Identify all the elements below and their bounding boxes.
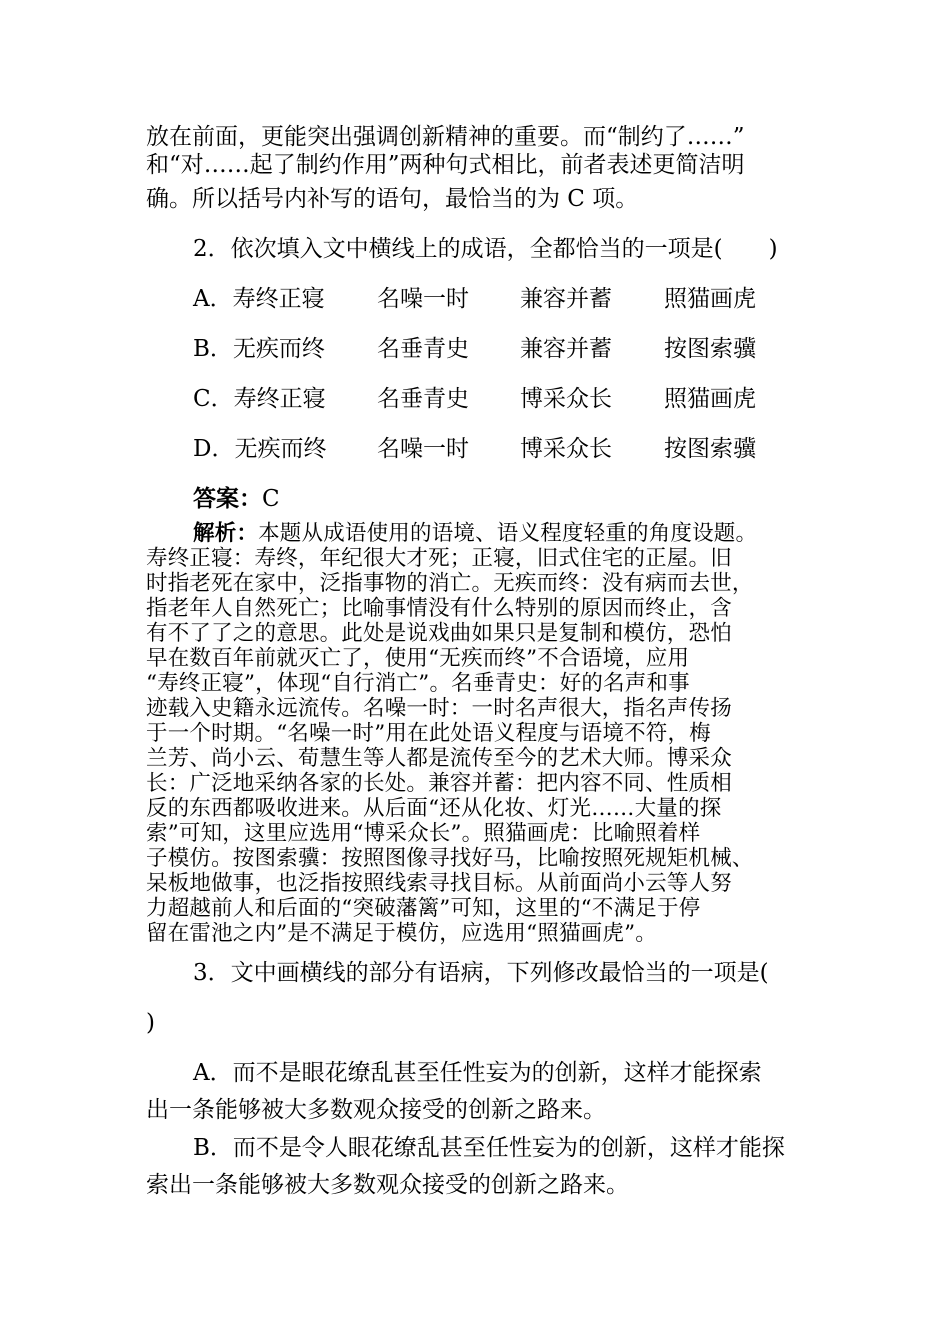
intro-line: 放在前面，更能突出强调创新精神的重要。而“制约了……” — [146, 124, 745, 150]
analysis-label: 解析： — [193, 521, 259, 546]
analysis-line: 反的东西都吸收进来。从后面“还从化妆、灯光……大量的探 — [146, 796, 722, 821]
analysis-line: 指老年人自然死亡；比喻事情没有什么特别的原因而终止，含 — [146, 596, 732, 621]
question-3-option-a-cont: 出一条能够被大多数观众接受的创新之路来。 — [146, 1097, 606, 1123]
analysis-line: 长：广泛地采纳各家的长处。兼容并蓄：把内容不同、性质相 — [146, 771, 732, 796]
option-idiom: 兼容并蓄 — [520, 286, 612, 312]
analysis-line: 呆板地做事，也泛指按照线索寻找目标。从前面尚小云等人努 — [146, 871, 732, 896]
answer-value: C — [262, 486, 280, 512]
analysis-line: 早在数百年前就灭亡了，使用“无疾而终”不合语境，应用 — [146, 646, 690, 671]
question-3-option-b: B．而不是令人眼花缭乱甚至任性妄为的创新，这样才能探 — [193, 1135, 785, 1161]
analysis-line: 有不了了之的意思。此处是说戏曲如果只是复制和模仿，恐怕 — [146, 621, 732, 646]
option-idiom: 按图索骥 — [664, 436, 756, 462]
option-idiom: 名噪一时 — [377, 286, 469, 312]
option-idiom: 按图索骥 — [664, 336, 756, 362]
option-letter: A．寿终正寝 — [193, 286, 325, 312]
intro-line: 确。所以括号内补写的语句，最恰当的为 C 项。 — [146, 186, 639, 212]
answer-line — [193, 484, 280, 514]
analysis-line: 力超越前人和后面的“突破藩篱”可知，这里的“不满足于停 — [146, 896, 701, 921]
analysis-line: 索”可知，这里应选用“博采众长”。照猫画虎：比喻照着样 — [146, 821, 701, 846]
analysis-line: 时指老死在家中，泛指事物的消亡。无疾而终：没有病而去世， — [146, 571, 754, 596]
analysis-text: 本题从成语使用的语境、语义程度轻重的角度设题。 — [258, 521, 758, 546]
option-idiom: 博采众长 — [520, 386, 612, 412]
option-letter: B．无疾而终 — [193, 336, 325, 362]
analysis-first-line — [193, 521, 757, 546]
option-idiom: 名噪一时 — [377, 436, 469, 462]
analysis-line: 子模仿。按图索骥：按照图像寻找好马，比喻按照死规矩机械、 — [146, 846, 754, 871]
option-idiom: 名垂青史 — [377, 386, 469, 412]
question-3-stem-end: ) — [146, 1010, 155, 1036]
answer-label: 答案： — [193, 485, 262, 512]
analysis-line: 留在雷池之内”是不满足于模仿，应选用“照猫画虎”。 — [146, 921, 657, 946]
question-2-stem: 2．依次填入文中横线上的成语，全都恰当的一项是( ) — [193, 236, 778, 262]
option-idiom: 名垂青史 — [377, 336, 469, 362]
question-3-option-b-cont: 索出一条能够被大多数观众接受的创新之路来。 — [146, 1172, 629, 1198]
option-idiom: 博采众长 — [520, 436, 612, 462]
option-letter: C．寿终正寝 — [193, 386, 326, 412]
analysis-line: 寿终正寝：寿终，年纪很大才死；正寝，旧式住宅的正屋。旧 — [146, 546, 732, 571]
intro-line: 和“对……起了制约作用”两种句式相比，前者表述更简洁明 — [146, 152, 745, 178]
analysis-line: 于一个时期。“名噪一时”用在此处语义程度与语境不符，梅 — [146, 721, 711, 746]
option-idiom: 照猫画虎 — [664, 286, 756, 312]
analysis-line: 迹载入史籍永远流传。名噪一时：一时名声很大，指名声传扬 — [146, 696, 732, 721]
analysis-line: 兰芳、尚小云、荀慧生等人都是流传至今的艺术大师。博采众 — [146, 746, 732, 771]
option-idiom: 兼容并蓄 — [520, 336, 612, 362]
analysis-line: “寿终正寝”，体现“自行消亡”。名垂青史：好的名声和事 — [146, 671, 690, 696]
question-3-stem: 3．文中画横线的部分有语病，下列修改最恰当的一项是( — [193, 960, 769, 986]
question-3-option-a: A．而不是眼花缭乱甚至任性妄为的创新，这样才能探索 — [193, 1060, 762, 1086]
option-idiom: 照猫画虎 — [664, 386, 756, 412]
option-letter: D．无疾而终 — [193, 436, 327, 462]
